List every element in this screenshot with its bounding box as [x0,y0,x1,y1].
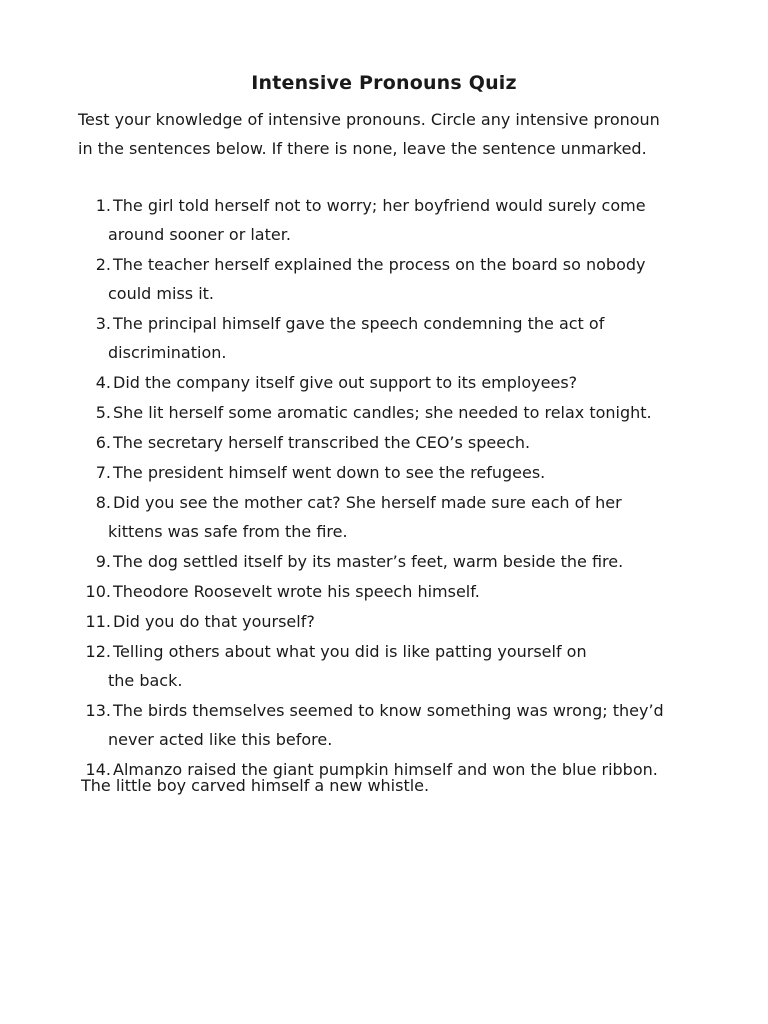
trailing-sentence: The little boy carved himself a new whistle. [81,776,430,795]
quiz-item-text: The secretary herself transcribed the CEO’s speech. [113,433,531,452]
quiz-item [78,368,718,397]
quiz-item [78,696,718,754]
quiz-item [78,428,718,457]
quiz-item-text: could miss it. [108,284,215,303]
quiz-item-number: 3. [95,314,111,333]
quiz-list [78,191,718,785]
quiz-item-number: 1. [95,196,111,215]
quiz-item-number: 6. [95,433,111,452]
quiz-item-number: 2. [95,255,111,274]
quiz-item-text: Did the company itself give out support to its employees? [113,373,578,392]
quiz-item [78,547,718,576]
quiz-item-text: Almanzo raised the giant pumpkin himself and won the blue ribbon. [113,760,658,779]
quiz-item-number: 12. [85,642,111,661]
quiz-item-text: The teacher herself explained the process on the board so nobody [113,255,646,274]
quiz-item [78,398,718,427]
instructions-line: in the sentences below. If there is none, leave the sentence unmarked. [78,139,647,158]
quiz-item-text: discrimination. [108,343,227,362]
quiz-item [78,458,718,487]
quiz-item-number: 4. [95,373,111,392]
quiz-item-text: The dog settled itself by its master’s feet, warm beside the fire. [113,552,624,571]
quiz-item-number: 7. [95,463,111,482]
quiz-item-number: 13. [85,701,111,720]
quiz-item-number: 11. [85,612,111,631]
quiz-item-text: The birds themselves seemed to know something was wrong; they’d [113,701,664,720]
quiz-item [78,607,718,636]
quiz-item [78,191,718,249]
quiz-item-text: The girl told herself not to worry; her boyfriend would surely come [113,196,646,215]
quiz-item [78,637,718,695]
quiz-item-text: around sooner or later. [108,225,291,244]
quiz-item-text: the back. [108,671,183,690]
quiz-item-text: Telling others about what you did is like patting yourself on [113,642,587,661]
quiz-item-text: The principal himself gave the speech condemning the act of [113,314,605,333]
instructions-line: Test your knowledge of intensive pronouns. Circle any intensive pronoun [78,110,660,129]
quiz-item [78,309,718,367]
quiz-item-text: Did you do that yourself? [113,612,315,631]
quiz-item-text: Theodore Roosevelt wrote his speech himself. [113,582,480,601]
quiz-item [78,250,718,308]
quiz-item-number: 10. [85,582,111,601]
quiz-item-text: Did you see the mother cat? She herself made sure each of her [113,493,622,512]
quiz-item-text: kittens was safe from the fire. [108,522,348,541]
quiz-item-text: She lit herself some aromatic candles; she needed to relax tonight. [113,403,652,422]
quiz-item-text: never acted like this before. [108,730,333,749]
quiz-item-number: 9. [95,552,111,571]
quiz-item [78,488,718,546]
quiz-item [78,577,718,606]
quiz-item-text: The president himself went down to see the refugees. [113,463,546,482]
instructions [78,105,718,163]
quiz-item-number: 14. [85,760,111,779]
page-title: Intensive Pronouns Quiz [251,72,517,94]
quiz-item-number: 8. [95,493,111,512]
quiz-item-number: 5. [95,403,111,422]
